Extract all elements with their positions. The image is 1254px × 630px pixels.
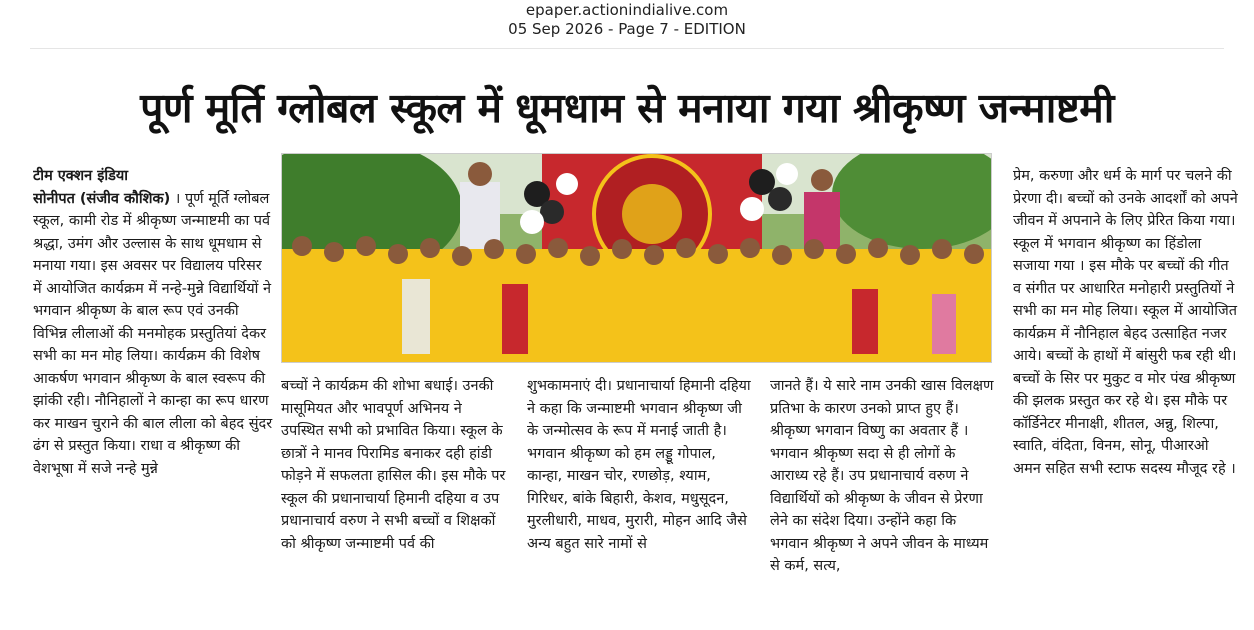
site-url[interactable]: epaper.actionindialive.com	[525, 1, 729, 19]
article-column-5	[1013, 165, 1239, 617]
article-headline: पूर्ण मूर्ति ग्लोबल स्कूल में धूमधाम से मनाया गया श्रीकृष्ण जन्माष्टमी	[140, 84, 1114, 132]
column-1-body: । पूर्ण मूर्ति ग्लोबल स्कूल, कामी रोड में श्रीकृष्ण जन्माष्टमी का पर्व श्रद्धा, उमंग और उल्लास के साथ धूमधाम से मनाया गया। इस अवसर पर विद्यालय परिसर में आयोजित कार्यक्रम में नन्हे-मुन्ने विद्यार्थियों ने भगवान श्रीकृष्ण के बाल रूप एवं उनकी विभिन्न लीलाओं की मनमोहक प्रस्तुतियां देकर सभी का मन मोह लिया। कार्यक्रम की विशेष आकर्षण भगवान श्रीकृष्ण के बाल स्वरूप की झांकी रही। नौनिहालों ने कान्हा का रूप धारण कर माखन चुराने की बाल लीला को बेहद सुंदर ढंग से प्रस्तुत किया। राधा व श्रीकृष्ण की वेशभूषा में सजे नन्हे मुन्ने	[33, 190, 273, 477]
article-column-4	[770, 375, 994, 620]
column-5-text: प्रेम, करुणा और धर्म के मार्ग पर चलने की प्रेरणा दी। बच्चों को उनके आदर्शों को अपने जीवन में अपनाने के लिए प्रेरित किया गया। स्कूल में भगवान श्रीकृष्ण का हिंडोला सजाया गया । इस मौके पर बच्चों की गीत व संगीत पर आधारित मनोहारी प्रस्तुतियों ने सभी का मन मोह लिया। स्कूल में आयोजित कार्यक्रम में नौनिहाल बेहद उत्साहित नजर आये। बच्चों के हाथों में बांसुरी फब रही थी। बच्चों के सिर पर मुकुट व मोर पंख श्रीकृष्ण की झलक प्रस्तुत कर रहे थे। इस मौके पर कॉर्डिनेटर मीनाक्षी, शीतल, अन्नु, शिल्पा, स्वाति, वंदिता, विनम, सोनू, पीआरओ अमन सहित सभी स्टाफ सदस्य मौजूद रहे ।	[1013, 168, 1238, 477]
column-4-text: जानते हैं। ये सारे नाम उनकी खास विलक्षण प्रतिभा के कारण उनको प्राप्त हुए हैं। श्रीकृष्ण भगवान विष्णु का अवतार हैं । भगवान श्रीकृष्ण सदा से ही लोगों के आराध्य रहे हैं। उप प्रधानाचार्य वरुण ने विद्यार्थियों को श्रीकृष्ण के जीवन से प्रेरणा लेने का संदेश दिया। उन्होंने कहा कि भगवान श्रीकृष्ण ने अपने जीवन के माध्यम से कर्म, सत्य,	[770, 378, 994, 574]
byline-team: टीम एक्शन इंडिया	[33, 168, 129, 184]
article-column-3	[527, 375, 751, 620]
article-column-1	[33, 165, 273, 617]
header-divider	[30, 48, 1224, 49]
column-2-text: बच्चों ने कार्यक्रम की शोभा बधाई। उनकी मासूमियत और भावपूर्ण अभिनय ने उपस्थित सभी को प्रभावित किया। स्कूल के छात्रों ने मानव पिरामिड बनाकर दही हांडी फोड़ने में सफलता हासिल की। इस मौके पर स्कूल की प्रधानाचार्या हिमानी दहिया व उप प्रधानाचार्य वरुण ने सभी बच्चों व शिक्षकों को श्रीकृष्ण जन्माष्टमी पर्व की	[281, 378, 506, 552]
byline-place: सोनीपत (संजीव कौशिक)	[33, 190, 171, 207]
event-photo-illustration	[282, 154, 992, 363]
column-1-text	[33, 165, 273, 480]
article-column-2	[281, 375, 509, 620]
page-header	[0, 0, 1254, 44]
column-3-text: शुभकामनाएं दी। प्रधानाचार्या हिमानी दहिया ने कहा कि जन्माष्टमी भगवान श्रीकृष्ण जी के जन्मोत्सव के रूप में मनाई जाती है। भगवान श्रीकृष्ण को हम लड्डू गोपाल, कान्हा, माखन चोर, रणछोड़, श्याम, गिरिधर, बांके बिहारी, केशव, मधुसूदन, मुरलीधारी, माधव, मुरारी, मोहन आदि जैसे अन्य बहुत सारे नामों से	[527, 378, 751, 552]
edition-date-page: 05 Sep 2026 - Page 7 - EDITION	[508, 20, 746, 38]
event-photo	[281, 153, 992, 363]
